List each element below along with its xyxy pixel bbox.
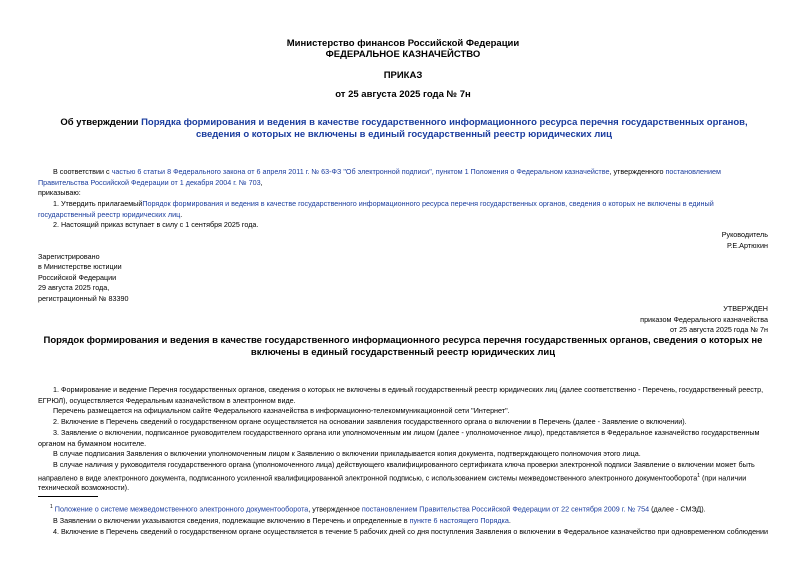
registration-line-4: 29 августа 2025 года, [38, 283, 110, 292]
body-paragraph-6-text: В случае наличия у руководителя государственного органа (уполномоченного лица) действующего квалифицированного сертификата ключа проверки электронной подписи Заявление о включении может быть направлено в виде электронного документа, подписанного усиленной квалифицированной электронной подписью, с использованием системы межведомственного электронного документооборота [38, 460, 755, 482]
clause-6-link[interactable]: пункте 6 настоящего Порядка [409, 516, 509, 525]
order-item-1 [38, 199, 768, 220]
body-paragraph-3: 2. Включение в Перечень сведений о государственном органе осуществляется на основании заявления государственного органа о включении в Перечень (далее - Заявление о включении). [53, 417, 687, 426]
approval-line-2: приказом Федерального казначейства [640, 315, 768, 324]
footnote-divider [38, 496, 98, 497]
title-link[interactable]: Порядка формирования и ведения в качестве государственного информационного ресурса перечня государственных органов, сведения о которых не включены в единый государственный реестр юридических лиц [141, 117, 748, 140]
item1-end: . [180, 209, 183, 219]
signature-position: Руководитель [721, 230, 768, 239]
resolution-link[interactable]: постановлением Правительства Российской Федерации от 1 декабря 2004 г. № 703 [38, 167, 721, 187]
registration-line-3: Российской Федерации [38, 273, 117, 282]
body-paragraph-2: Перечень размещается на официальном сайте Федерального казначейства в информационно-телекоммуникационной сети "Интернет". [53, 406, 510, 415]
approval-line-3: от 25 августа 2025 года № 7н [669, 325, 768, 334]
tail-text-b: . [508, 516, 511, 525]
document-title [48, 117, 760, 141]
footnote-mid: , утвержденное [308, 504, 362, 514]
preamble-text-c: , [260, 177, 263, 187]
title-prefix: Об утверждении [60, 117, 142, 128]
agency-name: ФЕДЕРАЛЬНОЕ КАЗНАЧЕЙСТВО [325, 49, 481, 60]
order-word: приказываю: [38, 188, 81, 197]
procedure-link[interactable]: Порядок формирования и ведения в качестве государственного информационного ресурса перечня государственных органов, сведения о которых не включены в единый государственный реестр юридических лиц [38, 199, 714, 219]
footnote-ref[interactable]: 1 [697, 472, 700, 479]
footnote-mark: 1 [50, 504, 53, 510]
body-paragraph-6 [38, 460, 768, 494]
document-date: от 25 августа 2025 года № 7н [335, 89, 471, 100]
tail-paragraph-2: 4. Включение в Перечень сведений о государственном органе осуществляется в течение 5 рабочих дней со дня поступления Заявления о включении в Федеральное казначейство при одновременном соблюдении [53, 527, 768, 536]
smed-regulation-link[interactable]: Положение о системе межведомственного электронного документооборота [54, 504, 309, 514]
body-paragraph-6-end: (при наличии технической возможности). [38, 472, 747, 493]
smed-resolution-link[interactable]: постановлением Правительства Российской Федерации от 22 сентября 2009 г. № 754 [361, 504, 650, 514]
preamble-text-a: В соответствии с [53, 167, 112, 176]
registration-line-1: Зарегистрировано [38, 252, 100, 261]
item1-text: 1. Утвердить прилагаемый [53, 199, 143, 208]
preamble-text-b: , утвержденного [609, 167, 666, 176]
body-paragraph-4: 3. Заявление о включении, подписанное руководителем государственного органа или уполномоченным им лицом (далее - уполномоченное лицо), представляется в Федеральное казначейство государственным органом на бумажном носителе. [38, 428, 760, 448]
ministry-name: Министерство финансов Российской Федерации [286, 38, 520, 49]
body-paragraph-5: В случае подписания Заявления о включении уполномоченным лицом к Заявлению о включении прикладывается копия документа, подтверждающего полномочия этого лица. [53, 449, 641, 458]
tail-paragraph-1 [38, 516, 768, 527]
document-type: ПРИКАЗ [383, 70, 423, 81]
order-title: Порядок формирования и ведения в качестве государственного информационного ресурса перечня государственных органов, сведения о которых не включены в единый государственный реестр юридических лиц [43, 335, 763, 358]
registration-line-2: в Министерстве юстиции [38, 262, 122, 271]
law-link[interactable]: частью 6 статьи 8 Федерального закона от 6 апреля 2011 г. № 63-ФЗ "Об электронной подписи", пунктом 1 Положения о Федеральном казначействе [111, 167, 610, 176]
order-item-2: 2. Настоящий приказ вступает в силу с 1 сентября 2025 года. [53, 220, 259, 229]
signature-name: Р.Е.Артюхин [726, 241, 768, 250]
approval-line-1: УТВЕРЖДЕН [723, 304, 768, 313]
body-paragraph-1: 1. Формирование и ведение Перечня государственных органов, сведения о которых не включены в единый государственный реестр юридических лиц (далее соответственно - Перечень, государственный реестр, ЕГРЮЛ), осуществляется Федеральным казначейством в электронном виде. [38, 385, 764, 405]
tail-text-a: В Заявлении о включении указываются сведения, подлежащие включению в Перечень и определенные в [53, 516, 410, 525]
footnote-end: (далее - СМЭД). [649, 504, 706, 514]
registration-line-5: регистрационный № 83390 [38, 294, 129, 303]
preamble-paragraph [38, 167, 768, 188]
footnote [50, 502, 768, 515]
